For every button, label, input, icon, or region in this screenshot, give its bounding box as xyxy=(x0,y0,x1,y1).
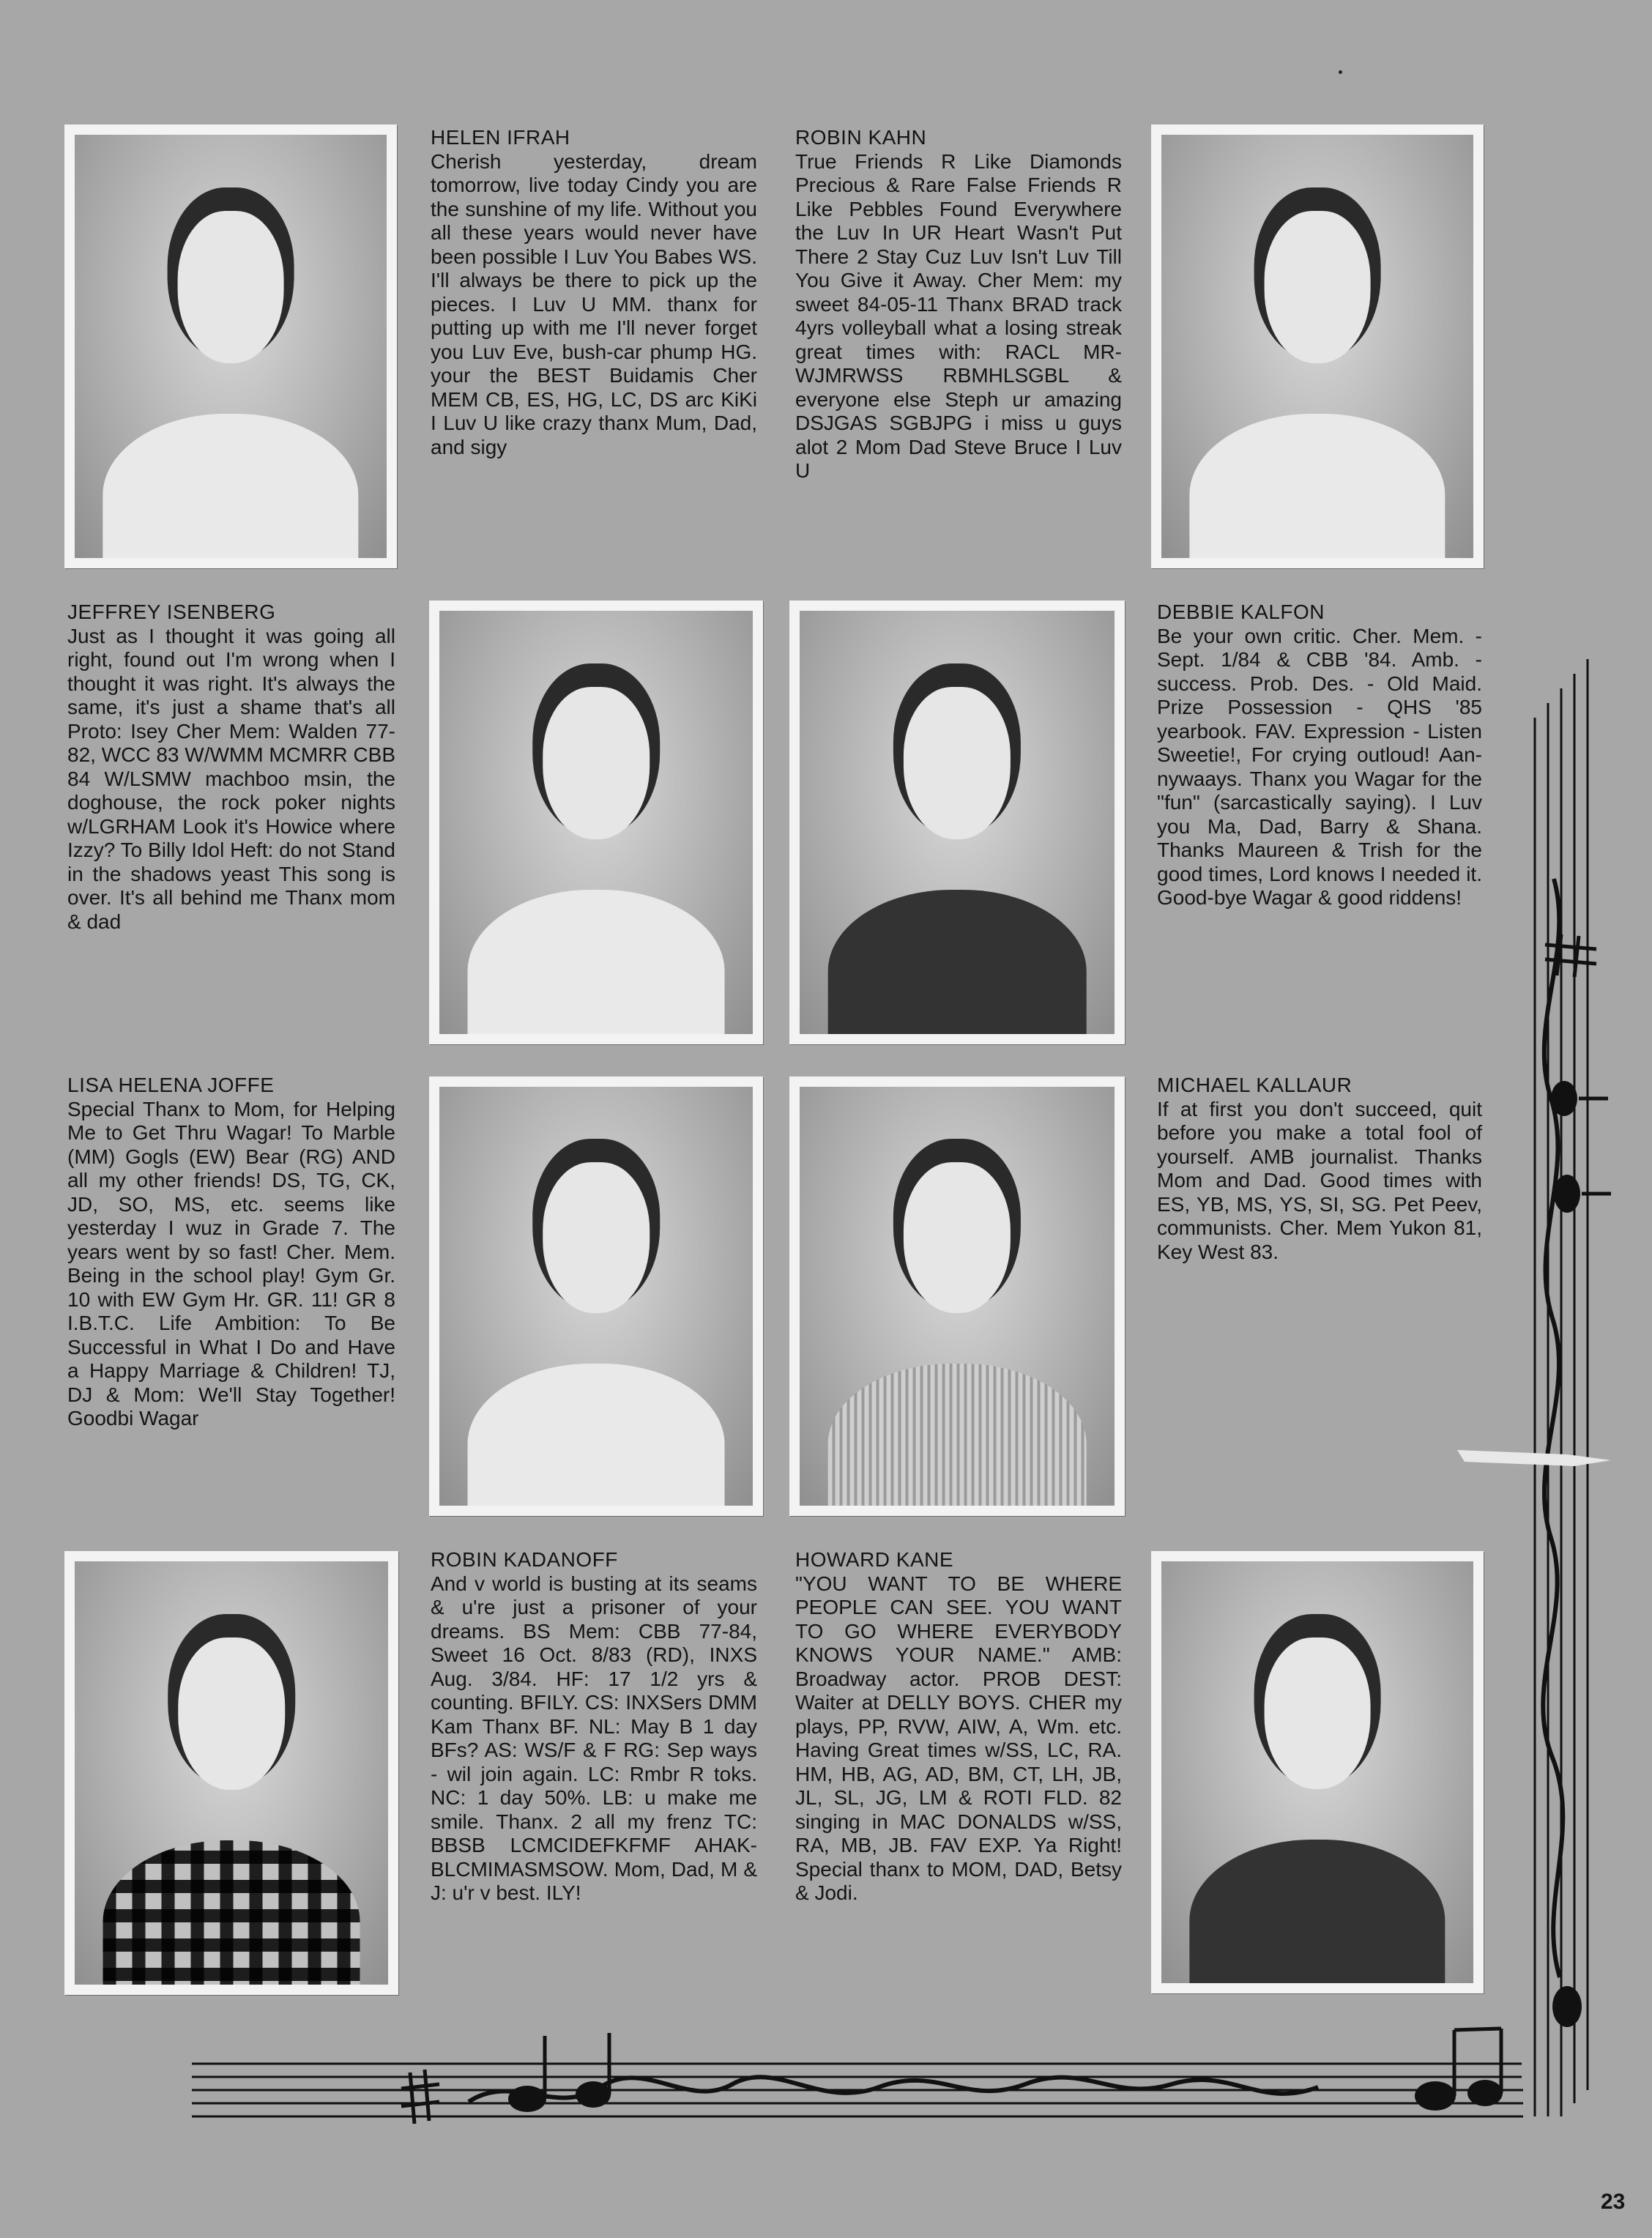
student-writeup: "YOU WANT TO BE WHERE PEOPLE CAN SEE. YOU WANT TO GO WHERE EVERYBODY KNOWS YOUR NAME." AMB: Broadway actor. PROB DEST: Waiter at DELLY BOYS. CHER my plays, PP, RVW, AIW, A, Wm. etc. Having Great times w/SS, LC, RA. HM, HB, AG, AD, BM, CT, LH, JB, JL, SL, JG, LM & ROTI FLD. 82 singing in MAC DONALDS w/SS, RA, MB, JB. FAV EXP. Ya Right! Special thanx to MOM, DAD, Betsy & Jodi. xyxy=(795,1572,1122,1904)
student-name: ROBIN KAHN xyxy=(795,126,927,149)
student-name: ROBIN KADANOFF xyxy=(431,1548,618,1571)
page-number: 23 xyxy=(1601,2190,1626,2214)
student-writeup: Be your own critic. Cher. Mem. - Sept. 1/84 & CBB '84. Amb. - success. Prob. Des. - Old Maid. Prize Possession - QHS '85 yearbook. FAV. Expression - Listen Sweetie!, For crying outloud! Aan-nywaays. Thanx you Wagar for the "fun" (sarcastically saying). I Luv you Ma, Dad, Barry & Shana. Thanks Maureen & Trish for the good times, Lord knows I needed it. Good-bye Wagar & good riddens! xyxy=(1157,624,1482,909)
student-name: JEFFREY ISENBERG xyxy=(67,601,276,623)
student-writeup: Cherish yesterday, dream tomorrow, live today Cindy you are the sunshine of my life. Without you all these years would never have been possible I Luv You Babes WS. I'll always be there to pick up the pieces. I Luv U MM. thanx for putting up with me I'll never forget you Luv Eve, bush-car phump HG. your the BEST Buidamis Cher MEM CB, ES, HG, LC, DS arc KiKi I Luv U like crazy thanx Mum, Dad, and sigy xyxy=(431,149,757,458)
student-name: HOWARD KANE xyxy=(795,1548,954,1571)
student-name: DEBBIE KALFON xyxy=(1157,601,1325,623)
student-writeup: Special Thanx to Mom, for Helping Me to Get Thru Wagar! To Marble (MM) Gogls (EW) Bear (RG) AND all my other friends! DS, TG, CK, JD, SO, MS, etc. seems like yesterday I wuz in Grade 7. The years went by so fast! Cher. Mem. Being in the school play! Gym Gr. 10 with EW Gym Hr. GR. 11! GR 8 I.B.T.C. Life Ambition: To Be Successful in What I Do and Have a Happy Marriage & Children! TJ, DJ & Mom: We'll Stay Together! Goodbi Wagar xyxy=(67,1097,395,1430)
student-writeup: Just as I thought it was going all right, found out I'm wrong when I thought it was right. It's always the same, it's just a shame that's all Proto: Isey Cher Mem: Walden 77-82, WCC 83 W/WMM MCMRR CBB 84 W/LSMW machboo msin, the doghouse, the rock poker nights w/LGRHAM Look it's Howice where Izzy? To Billy Idol Heft: do not Stand in the shadows yeast This song is over. It's all behind me Thanx mom & dad xyxy=(67,624,395,933)
student-writeup: If at first you don't succeed, quit before you make a total fool of yourself. AMB journalist. Thanks Mom and Dad. Good times with ES, YB, MS, YS, SI, SG. Pet Peev, communists. Cher. Mem Yukon 81, Key West 83. xyxy=(1157,1097,1482,1263)
student-writeup: And v world is busting at its seams & u're just a prisoner of your dreams. BS Mem: CBB 77-84, Sweet 16 Oct. 8/83 (RD), INXS Aug. 3/84. HF: 17 1/2 yrs & counting. BFILY. CS: INXSers DMM Kam Thanx BF. NL: May B 1 day BFs? AS: WS/F & F RG: Sep ways - wil join again. LC: Rmbr R toks. NC: 1 day 50%. LB: u make me smile. Thanx. 2 all my frenz TC: BBSB LCMCIDEFKFMF AHAK-BLCMIMASMSOW. Mom, Dad, M & J: u'r v best. ILY! xyxy=(431,1572,757,1904)
student-name: LISA HELENA JOFFE xyxy=(67,1074,275,1096)
student-name: HELEN IFRAH xyxy=(431,126,570,149)
student-writeup: True Friends R Like Diamonds Precious & Rare False Friends R Like Pebbles Found Everywhere the Luv In UR Heart Wasn't Put There 2 Stay Cuz Luv Isn't Luv Till You Give it Away. Cher Mem: my sweet 84-05-11 Thanx BRAD track 4yrs volleyball what a losing streak great times with: RACL MR-WJMRWSS RBMHLSGBL & everyone else Steph ur amazing DSJGAS SGBJPG i miss u guys alot 2 Mom Dad Steve Bruce I Luv U xyxy=(795,149,1122,482)
student-name: MICHAEL KALLAUR xyxy=(1157,1074,1353,1096)
